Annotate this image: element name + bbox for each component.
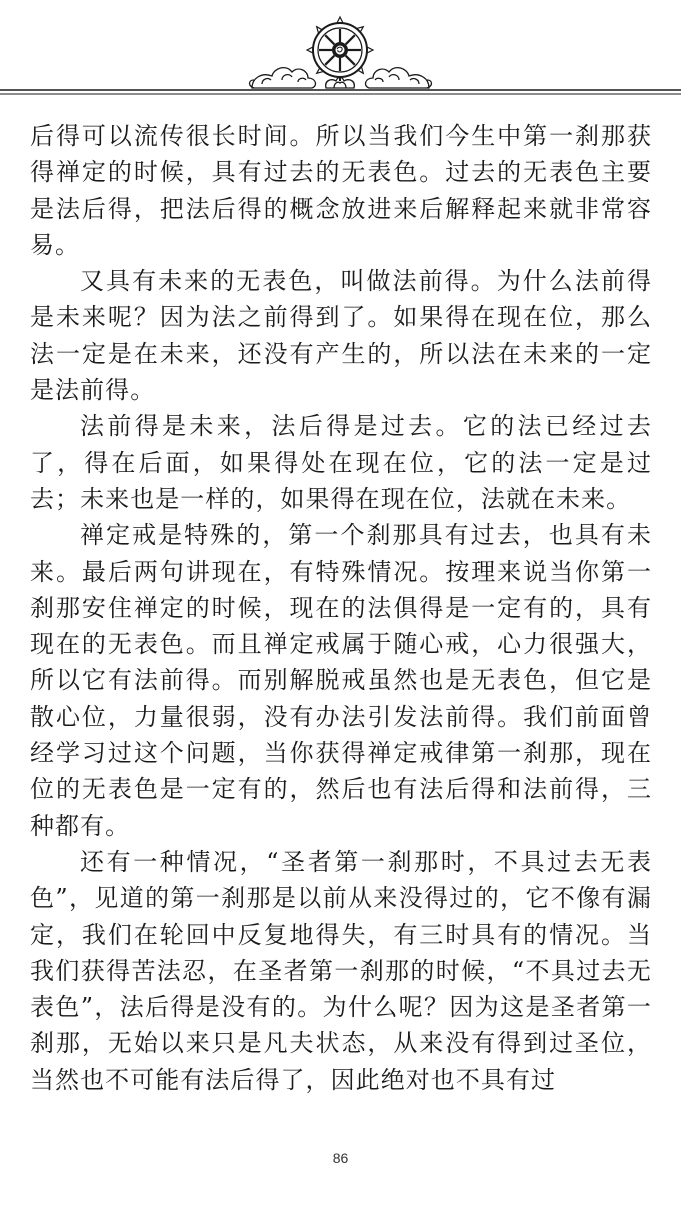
right-cloud-ornament xyxy=(366,68,432,88)
paragraph: 法前得是未来，法后得是过去。它的法已经过去了，得在后面，如果得处在现在位，它的法一定是过去；未来也是一样的，如果得在现在位，法就在未来。 xyxy=(30,412,652,513)
left-cloud-ornament xyxy=(250,68,316,88)
header-ornament-graphic xyxy=(0,0,681,112)
paragraph: 禅定戒是特殊的，第一个刹那具有过去，也具有未来。最后两句讲现在，有特殊情况。按理来说当你第一刹那安住禅定的时候，现在的法俱得是一定有的，具有现在的无表色。而且禅定戒属于随心戒，心力很强大，所以它有法前得。而别解脱戒虽然也是无表色，但它是散心位，力量很弱，没有办法引发法前得。我们前面曾经学习过这个问题，当你获得禅定戒律第一刹那，现在位的无表色是一定有的，然后也有法后得和法前得，三种都有。 xyxy=(30,521,652,840)
page-body xyxy=(30,118,652,1098)
paragraph: 后得可以流传很长时间。所以当我们今生中第一刹那获得禅定的时候，具有过去的无表色。过去的无表色主要是法后得，把法后得的概念放进来后解释起来就非常容易。 xyxy=(30,122,652,259)
paragraph: 又具有未来的无表色，叫做法前得。为什么法前得是未来呢？因为法之前得到了。如果得在现在位，那么法一定是在未来，还没有产生的，所以法在未来的一定是法前得。 xyxy=(30,267,652,405)
paragraph: 还有一种情况，“圣者第一刹那时，不具过去无表色”，见道的第一刹那是以前从来没得过的，它不像有漏定，我们在轮回中反复地得失，有三时具有的情况。当我们获得苦法忍，在圣者第一刹那的时候，“不具过去无表色”，法后得是没有的。为什么呢？因为这是圣者第一刹那，无始以来只是凡夫状态，从来没有得到过圣位，当然也不可能有法后得了，因此绝对也不具有过 xyxy=(30,847,652,1094)
dharma-wheel-icon xyxy=(307,17,373,88)
page-number: 86 xyxy=(332,1150,349,1166)
page-header-ornament xyxy=(0,0,681,112)
